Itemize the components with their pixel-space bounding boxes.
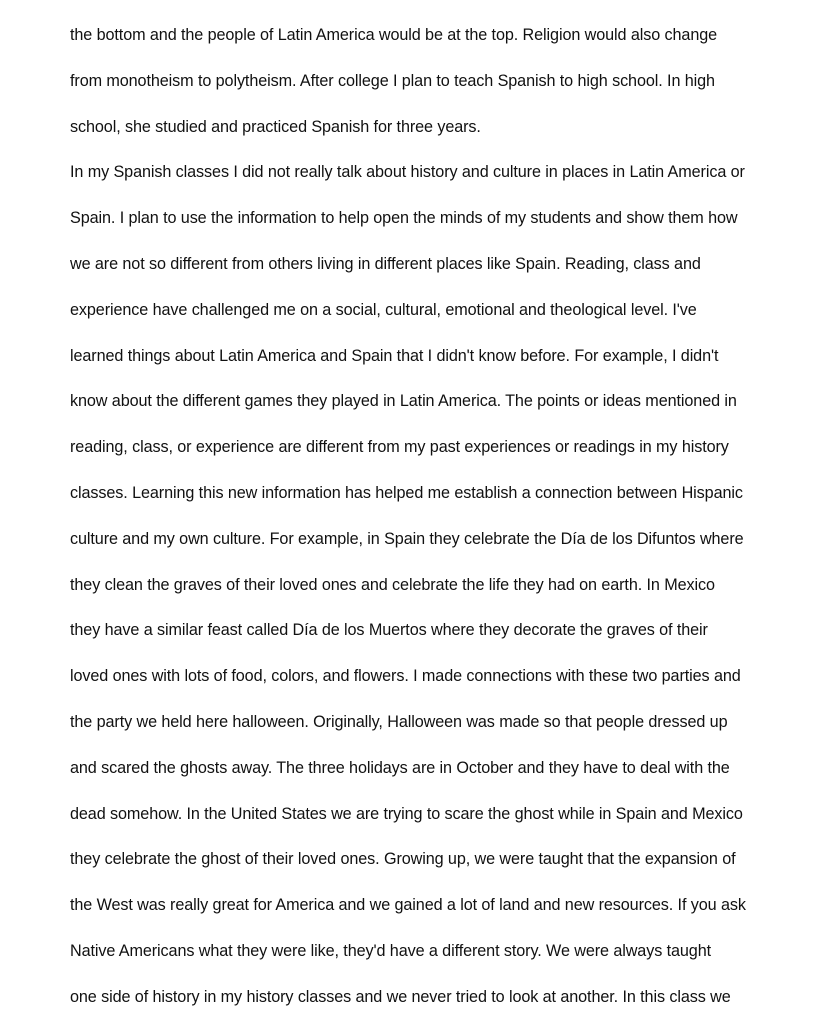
text-line: the bottom and the people of Latin America would be at the top. Religion would also change [70,26,718,44]
text-line: In my Spanish classes I did not really talk about history and culture in places in Latin America or [70,163,745,182]
text-line: learned things about Latin America and Spain that I didn't know before. For example, I didn't [70,346,719,365]
text-line: from monotheism to polytheism. After college I plan to teach Spanish to high school. In high [70,71,715,90]
text-line: dead somehow. In the United States we are trying to scare the ghost while in Spain and Mexico [70,804,743,823]
text-line: one side of history in my history classes and we never tried to look at another. In this class we [70,987,731,1006]
text-line: school, she studied and practiced Spanish for three years. [70,117,481,136]
text-line: Native Americans what they were like, they'd have a different story. We were always taught [70,941,712,960]
text-line: we are not so different from others living in different places like Spain. Reading, class and [70,254,701,273]
text-line: they clean the graves of their loved ones and celebrate the life they had on earth. In Mexico [70,575,715,594]
text-line: they celebrate the ghost of their loved ones. Growing up, we were taught that the expansion of [70,850,736,869]
text-line: the party we held here halloween. Originally, Halloween was made so that people dressed up [70,712,728,731]
text-line: and scared the ghosts away. The three holidays are in October and they have to deal with the [70,758,730,777]
text-line: experience have challenged me on a social, cultural, emotional and theological level. I've [70,300,697,319]
essay-text [70,13,820,1021]
text-line: Spain. I plan to use the information to help open the minds of my students and show them how [70,209,738,228]
text-line: the West was really great for America and we gained a lot of land and new resources. If you ask [70,896,746,915]
text-line: loved ones with lots of food, colors, and flowers. I made connections with these two parties and [70,667,741,686]
text-line: reading, class, or experience are different from my past experiences or readings in my history [70,438,729,457]
text-line: know about the different games they played in Latin America. The points or ideas mentioned in [70,392,737,411]
text-line: classes. Learning this new information has helped me establish a connection between Hispanic [70,483,743,502]
text-line: culture and my own culture. For example, in Spain they celebrate the Día de los Difuntos where [70,529,744,548]
text-line: they have a similar feast called Día de los Muertos where they decorate the graves of their [70,621,708,640]
